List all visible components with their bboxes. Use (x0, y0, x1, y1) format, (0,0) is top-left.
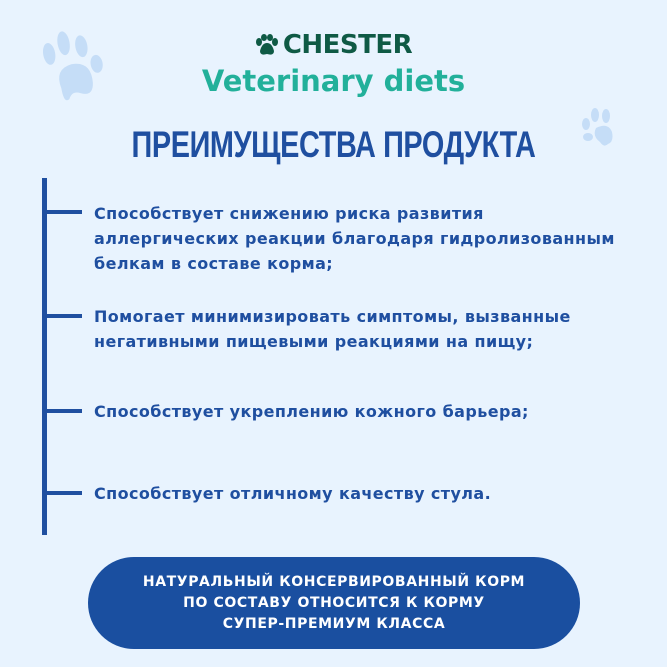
benefit-line: аллергических реакции благодаря гидролизованным (94, 229, 615, 248)
timeline-tick (44, 491, 82, 495)
benefit-line: Способствует укреплению кожного барьера; (94, 402, 529, 421)
benefit-line: негативными пищевыми реакциями на пищу; (94, 332, 534, 351)
benefit-line: Способствует отличному качеству стула. (94, 484, 492, 503)
benefit-item (94, 481, 654, 506)
benefit-line: Помогает минимизировать симптомы, вызванные (94, 307, 571, 326)
timeline-tick (44, 314, 82, 318)
banner-line: НАТУРАЛЬНЫЙ КОНСЕРВИРОВАННЫЙ КОРМ (142, 573, 526, 590)
benefit-item (94, 201, 654, 276)
timeline-line (42, 178, 47, 535)
timeline-tick (44, 210, 82, 214)
brand-logo (0, 30, 667, 60)
benefit-item (94, 399, 654, 424)
paw-logo-icon (255, 34, 279, 56)
timeline-tick (44, 409, 82, 413)
info-banner (88, 557, 580, 649)
brand-name: CHESTER (282, 30, 413, 60)
banner-line: ПО СОСТАВУ ОТНОСИТСЯ К КОРМУ (183, 594, 485, 611)
banner-line: СУПЕР-ПРЕМИУМ КЛАССА (222, 615, 446, 632)
brand-subtitle: Veterinary diets (201, 64, 466, 98)
page-title: ПРЕИМУЩЕСТВА ПРОДУКТА (131, 124, 536, 165)
benefit-line: Способствует снижению риска развития (94, 204, 484, 223)
benefit-item (94, 304, 654, 354)
benefit-line: белкам в составе корма; (94, 254, 334, 273)
